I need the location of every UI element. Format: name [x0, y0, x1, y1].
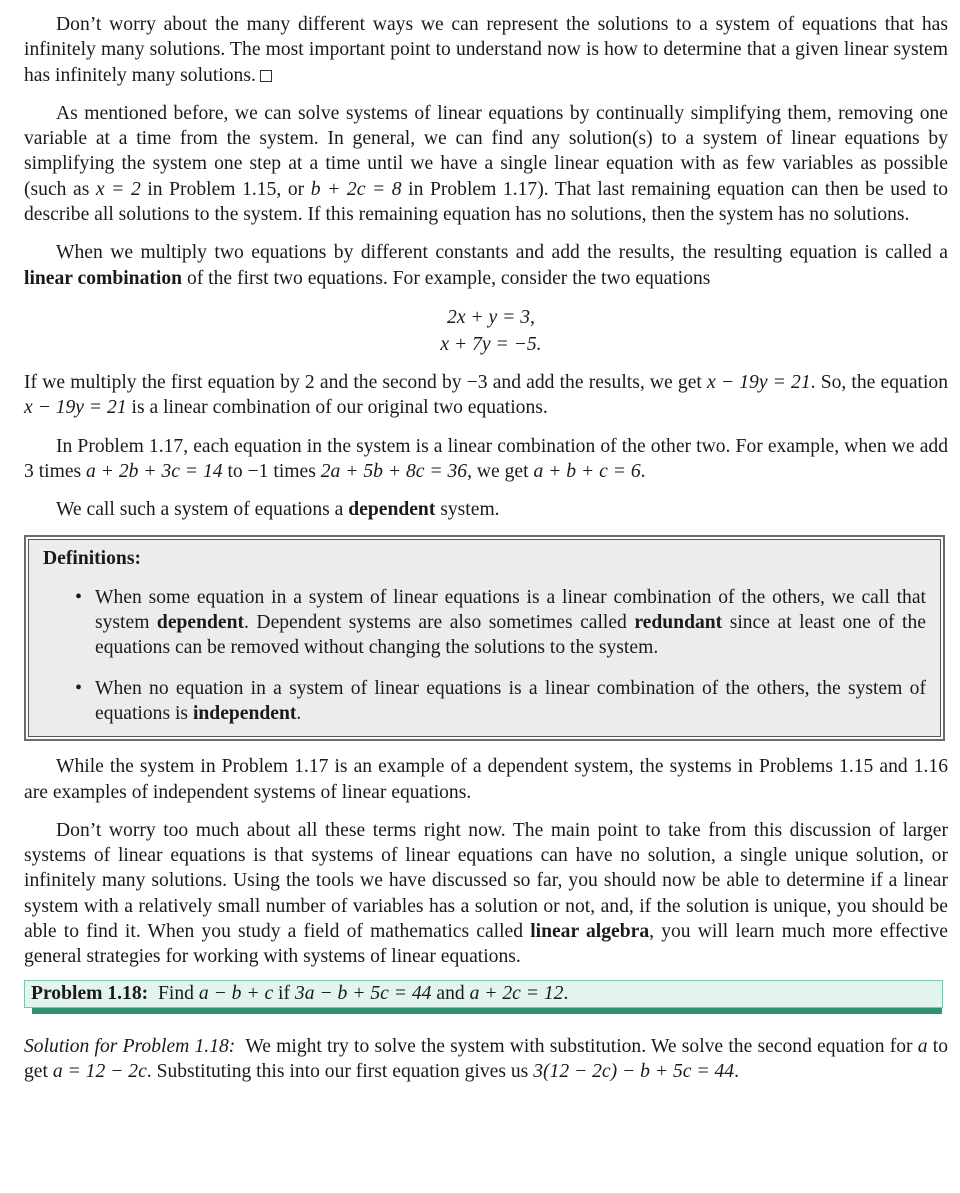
term-dependent: dependent	[348, 499, 436, 521]
paragraph-main-point: Don’t worry too much about all these terms right now. The main point to take from this discussion of larger systems of linear equations is that systems of linear equations can have no solution, a single unique solution, or infinitely many solutions. Using the tools we have discussed so far, you should now be able to determine if a linear system with a relatively small number of variables has a solution or not, and, if the solution is unique, you should be able to find it. When you study a field of mathematics called linear algebra, you will learn much more effective general strategies for working with systems of linear equations.	[24, 819, 948, 968]
problem-statement: Problem 1.18: Find a − b + c if 3a − b + 5c = 44 and a + 2c = 12.	[24, 980, 943, 1008]
display-equations	[24, 304, 948, 358]
paragraph-simplifying-systems: As mentioned before, we can solve systems of linear equations by continually simplifying them, removing one variable at a time from the system. In general, we can find any solution(s) to a system of linear equations by simplifying the system one step at a time until we have a single linear equation with as few variables as possible (such as x = 2 in Problem 1.15, or b + 2c = 8 in Problem 1.17). That last remaining equation can then be used to describe all solutions to the system. If this remaining equation has no solutions, then the system has no solutions.	[24, 102, 949, 226]
paragraph-problem-117: In Problem 1.17, each equation in the system is a linear combination of the other two. For example, when we add 3 times a + 2b + 3c = 14 to −1 times 2a + 5b + 8c = 36, we get a + b + c = 6.	[24, 435, 948, 482]
term-linear-combination: linear combination	[24, 267, 183, 289]
problem-box	[24, 980, 942, 1016]
paragraph-combination-example: If we multiply the first equation by 2 and the second by −3 and add the results, we get x − 19y = 21. So, the equation x − 19y = 21 is a linear combination of our original two equations.	[24, 371, 948, 419]
display-equation: 2x + y = 3,	[447, 306, 535, 328]
definitions-list	[43, 585, 926, 726]
inline-math: a + 2b + 3c = 14	[86, 460, 223, 482]
term-redundant: redundant	[634, 612, 723, 634]
inline-math: x − 19y = 21	[24, 397, 127, 419]
inline-math: 3(12 − 2c) − b + 5c = 44	[533, 1060, 735, 1082]
inline-math: a + 2c = 12	[469, 982, 564, 1004]
solution-paragraph: Solution for Problem 1.18: We might try to solve the system with substitution. We solve the second equation for a to get a = 12 − 2c. Substituting this into our first equation gives us 3(12 − 2c) − b + 5c = 44.	[24, 1035, 948, 1082]
paragraph-infinite-solutions: Don’t worry about the many different ways we can represent the solutions to a system of equations that has infinitely many solutions. The most important point to understand now is how to determine that a given linear system has infinitely many solutions.	[24, 14, 948, 86]
inline-math: a	[917, 1035, 928, 1057]
paragraph-linear-combination: When we multiply two equations by different constants and add the results, the resulting equation is called a linear combination of the first two equations. For example, consider the two equations	[24, 242, 948, 289]
term-linear-algebra: linear algebra	[530, 921, 650, 943]
inline-math: a + b + c = 6	[533, 460, 641, 482]
solution-label: Solution for Problem 1.18:	[24, 1035, 236, 1057]
inline-math: 2a + 5b + 8c = 36	[320, 460, 468, 482]
definitions-title: Definitions:	[43, 548, 141, 570]
term-independent: independent	[192, 702, 297, 724]
inline-math: x = 2	[95, 178, 141, 200]
problem-label: Problem 1.18:	[31, 982, 149, 1004]
inline-math: 3a − b + 5c = 44	[294, 982, 432, 1004]
inline-math: a = 12 − 2c	[52, 1060, 147, 1082]
paragraph-dependent-vs-independent: While the system in Problem 1.17 is an example of a dependent system, the systems in Problems 1.15 and 1.16 are examples of independent systems of linear equations.	[24, 756, 948, 803]
definition-item: • When some equation in a system of linear equations is a linear combination of the others, we call that system dependent. Dependent systems are also sometimes called redundant since at least one of the equations can be removed without changing the solutions to the system.	[95, 585, 926, 661]
inline-math: a − b + c	[198, 982, 274, 1004]
term-dependent: dependent	[156, 612, 245, 634]
display-equation: x + 7y = −5.	[440, 333, 542, 355]
qed-box-icon	[260, 70, 272, 82]
inline-math: b + 2c = 8	[310, 178, 402, 200]
inline-math: x − 19y = 21	[707, 371, 811, 393]
definitions-box	[24, 535, 945, 741]
paragraph-dependent: We call such a system of equations a dependent system.	[56, 499, 500, 521]
definition-item: • When no equation in a system of linear equations is a linear combination of the others, the system of equations is independent.	[95, 676, 926, 727]
